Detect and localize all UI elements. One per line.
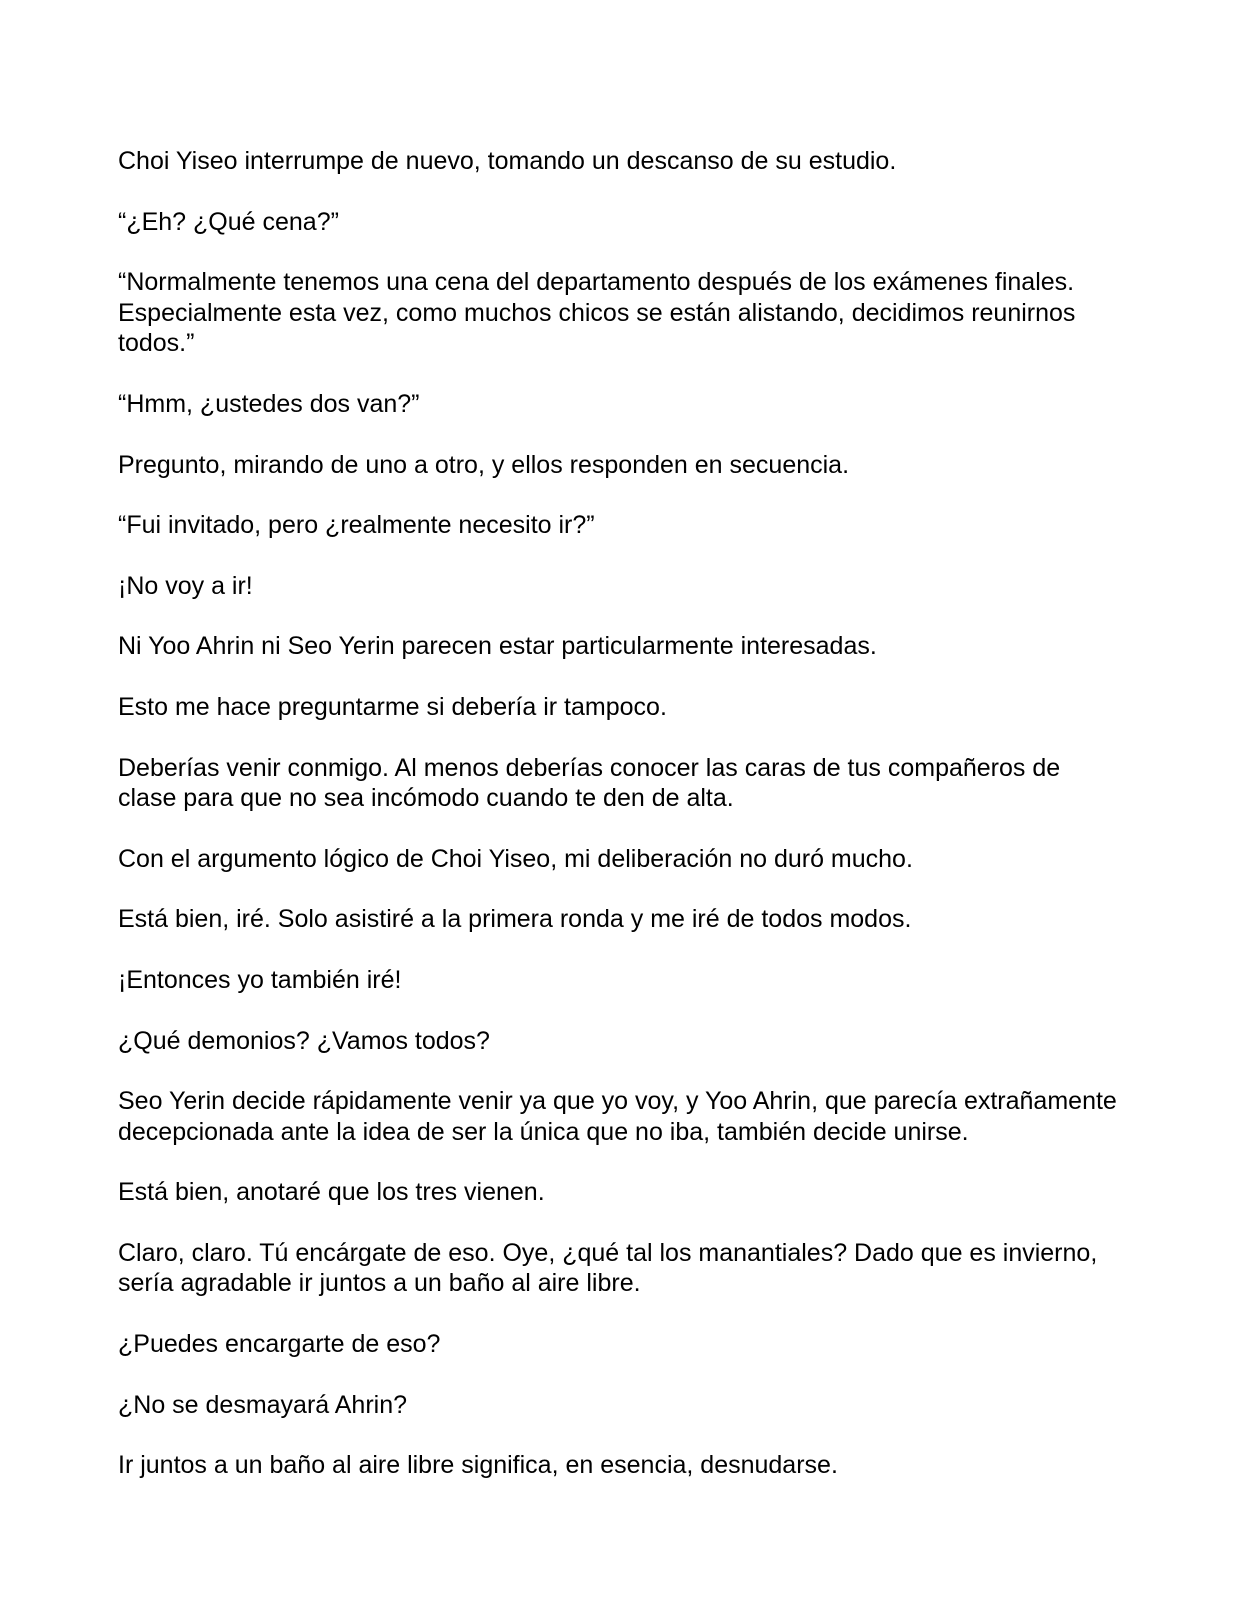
paragraph: ¿Qué demonios? ¿Vamos todos? — [118, 1026, 490, 1055]
paragraph: Pregunto, mirando de uno a otro, y ellos responden en secuencia. — [118, 450, 850, 479]
paragraph: “Fui invitado, pero ¿realmente necesito ir?” — [118, 511, 595, 540]
paragraph: Ir juntos a un baño al aire libre significa, en esencia, desnudarse. — [118, 1451, 838, 1480]
paragraph: Está bien, anotaré que los tres vienen. — [118, 1178, 545, 1207]
paragraph: Con el argumento lógico de Choi Yiseo, mi deliberación no duró mucho. — [118, 844, 913, 873]
paragraph: Seo Yerin decide rápidamente venir ya que yo voy, y Yoo Ahrin, que parecía extrañamente decepcionada ante la idea de ser la única que no iba, también decide unirse. — [118, 1087, 1117, 1146]
paragraph: Deberías venir conmigo. Al menos deberías conocer las caras de tus compañeros de clase para que no sea incómodo cuando te den de alta. — [118, 753, 1061, 813]
paragraph: “Hmm, ¿ustedes dos van?” — [118, 389, 420, 418]
paragraph: Esto me hace preguntarme si debería ir tampoco. — [118, 692, 667, 721]
paragraph: ¿No se desmayará Ahrin? — [118, 1390, 408, 1419]
paragraph: ¡Entonces yo también iré! — [118, 965, 402, 994]
paragraph: Claro, claro. Tú encárgate de eso. Oye, ¿qué tal los manantiales? Dado que es invierno, sería agradable ir juntos a un baño al aire libre. — [118, 1238, 1098, 1298]
document-body — [118, 146, 1118, 1511]
paragraph: ¿Puedes encargarte de eso? — [118, 1330, 441, 1359]
paragraph: “Normalmente tenemos una cena del departamento después de los exámenes finales. Especialmente esta vez, como muchos chicos se están alistando, decidimos reunirnos todos.” — [118, 268, 1076, 358]
paragraph: Está bien, iré. Solo asistiré a la primera ronda y me iré de todos modos. — [118, 905, 912, 934]
paragraph: “¿Eh? ¿Qué cena?” — [118, 207, 339, 236]
paragraph: ¡No voy a ir! — [118, 571, 253, 600]
paragraph: Ni Yoo Ahrin ni Seo Yerin parecen estar particularmente interesadas. — [118, 632, 877, 661]
paragraph: Choi Yiseo interrumpe de nuevo, tomando un descanso de su estudio. — [118, 147, 897, 175]
